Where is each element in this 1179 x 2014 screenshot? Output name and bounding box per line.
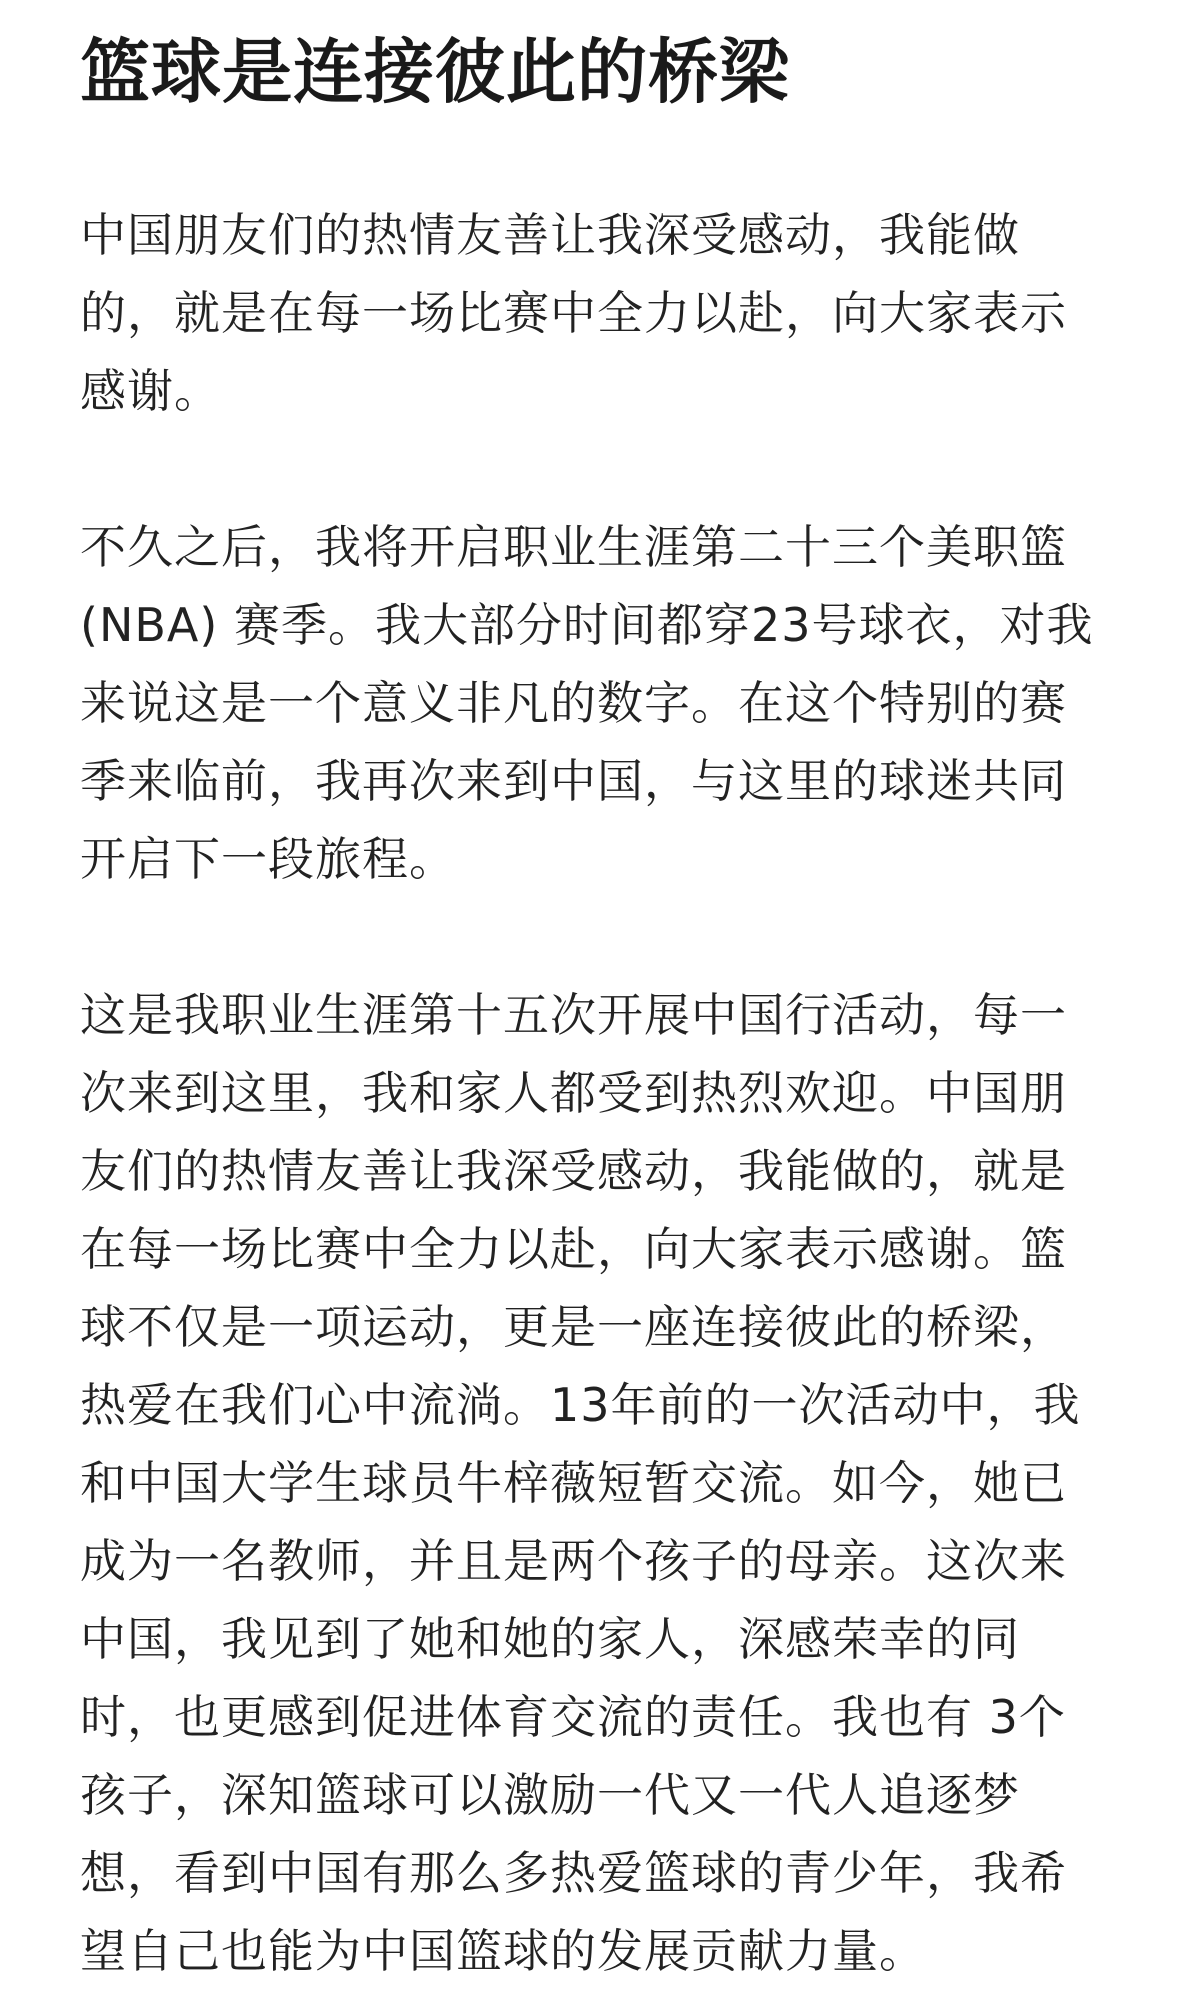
paragraph-2: 不久之后，我将开启职业生涯第二十三个美职篮(NBA) 赛季。我大部分时间都穿23号球衣，对我来说这是一个意义非凡的数字。在这个特别的赛季来临前，我再次来到中国，与这里的球迷共同开启下一段旅程。 (80, 520, 1094, 886)
paragraph-1: 中国朋友们的热情友善让我深受感动，我能做的，就是在每一场比赛中全力以赴，向大家表示感谢。 (80, 208, 1067, 418)
paragraph-3: 这是我职业生涯第十五次开展中国行活动，每一次来到这里，我和家人都受到热烈欢迎。中国朋友们的热情友善让我深受感动，我能做的，就是在每一场比赛中全力以赴，向大家表示感谢。篮球不仅是一项运动，更是一座连接彼此的桥梁，热爱在我们心中流淌。13年前的一次活动中，我和中国大学生球员牛梓薇短暂交流。如今，她已成为一名教师，并且是两个孩子的母亲。这次来中国，我见到了她和她的家人，深感荣幸的同时，也更感到促进体育交流的责任。我也有 3个孩子，深知篮球可以激励一代又一代人追逐梦想，看到中国有那么多热爱篮球的青少年，我希望自己也能为中国篮球的发展贡献力量。 (80, 988, 1081, 1978)
article-title: 篮球是连接彼此的桥梁 (80, 31, 790, 113)
article (80, 0, 1099, 1990)
